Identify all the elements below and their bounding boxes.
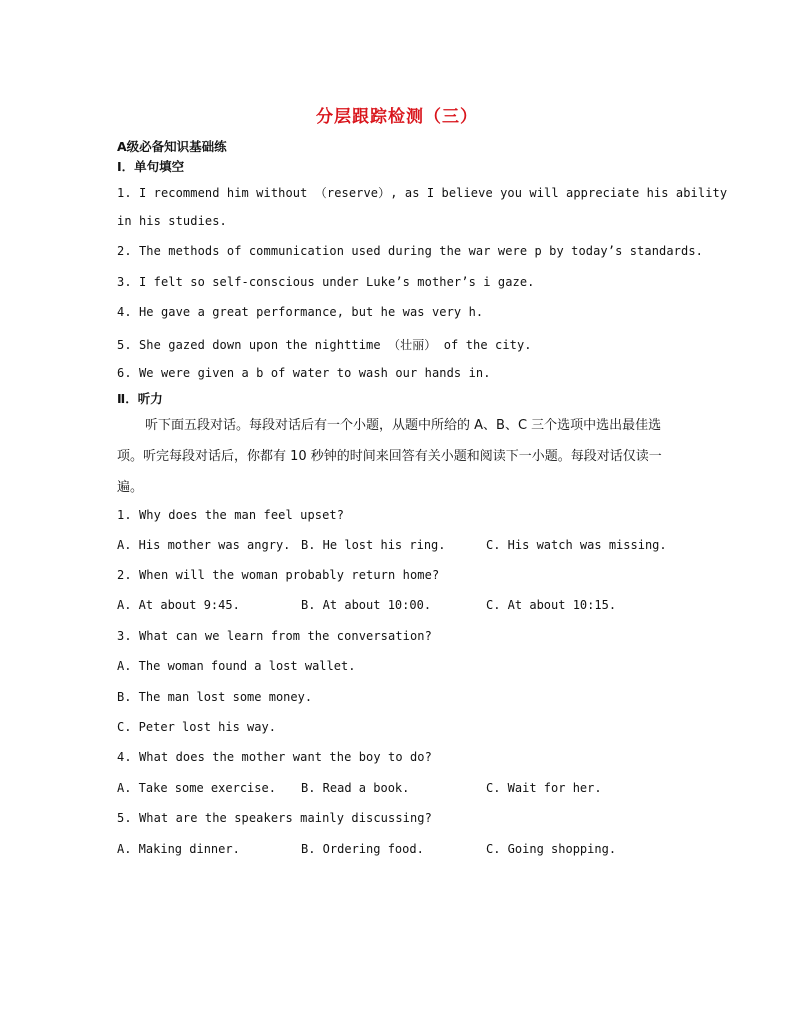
- listening-question-4: 4. What does the mother want the boy to do?: [117, 750, 432, 764]
- question-1-option-c: C. His watch was missing.: [486, 538, 667, 552]
- question-4-option-b: B. Read a book.: [301, 781, 410, 795]
- section-heading-listening: Ⅱ．听力: [117, 391, 163, 406]
- question-3-option-c: C. Peter lost his way.: [117, 720, 276, 734]
- listening-question-1: 1. Why does the man feel upset?: [117, 508, 345, 522]
- fill-in-item-5: 5. She gazed down upon the nighttime （壮丽） of the city.: [117, 338, 532, 352]
- question-2-option-a: A. At about 9:45.: [117, 598, 240, 612]
- fill-in-item-1: 1. I recommend him without （reserve）, as I believe you will appreciate his ability: [117, 186, 728, 200]
- listening-instructions-line-1: 听下面五段对话。每段对话后有一个小题，从题中所给的 A、B、C 三个选项中选出最佳选: [145, 418, 662, 433]
- question-5-option-b: B. Ordering food.: [301, 842, 424, 856]
- section-heading-fill-in: Ⅰ．单句填空: [117, 159, 185, 174]
- question-3-option-b: B. The man lost some money.: [117, 690, 313, 704]
- listening-instructions-line-3: 遍。: [117, 480, 144, 495]
- listening-question-2: 2. When will the woman probably return home?: [117, 568, 440, 582]
- question-2-option-b: B. At about 10:00.: [301, 598, 432, 612]
- question-4-option-a: A. Take some exercise.: [117, 781, 276, 795]
- question-2-option-c: C. At about 10:15.: [486, 598, 617, 612]
- question-5-option-c: C. Going shopping.: [486, 842, 617, 856]
- question-1-option-a: A. His mother was angry.: [117, 538, 291, 552]
- fill-in-item-4: 4. He gave a great performance, but he was very h.: [117, 305, 484, 319]
- question-3-option-a: A. The woman found a lost wallet.: [117, 659, 356, 673]
- question-4-option-c: C. Wait for her.: [486, 781, 602, 795]
- fill-in-item-2: 2. The methods of communication used during the war were p by today’s standards.: [117, 244, 703, 258]
- fill-in-item-1-continued: in his studies.: [117, 214, 227, 228]
- fill-in-item-3: 3. I felt so self-conscious under Luke’s mother’s i gaze.: [117, 275, 535, 289]
- fill-in-item-6: 6. We were given a b of water to wash our hands in.: [117, 366, 491, 380]
- question-5-option-a: A. Making dinner.: [117, 842, 240, 856]
- listening-instructions-line-2: 项。听完每段对话后，你都有 10 秒钟的时间来回答有关小题和阅读下一小题。每段对话仅读一: [117, 449, 662, 464]
- level-heading: A级必备知识基础练: [117, 139, 227, 154]
- listening-question-3: 3. What can we learn from the conversation?: [117, 629, 432, 643]
- listening-question-5: 5. What are the speakers mainly discussing?: [117, 811, 432, 825]
- page-title: 分层跟踪检测（三）: [316, 107, 478, 127]
- question-1-option-b: B. He lost his ring.: [301, 538, 446, 552]
